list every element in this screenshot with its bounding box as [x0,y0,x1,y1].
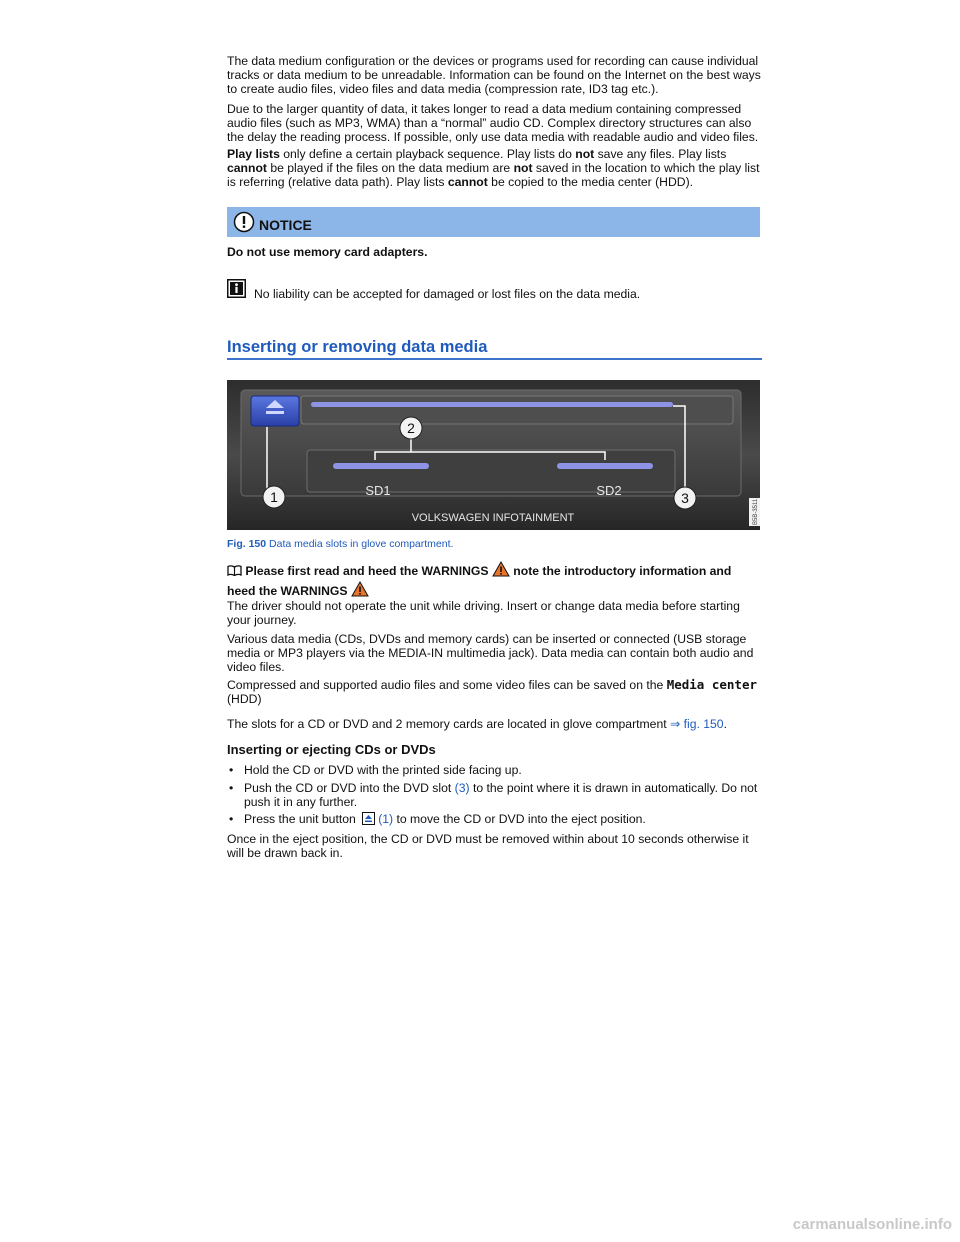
intro-paragraph-2: Due to the larger quantity of data, it takes longer to read a data medium containing compressed audio files (such as MP3, WMA) than a “normal” audio CD. Complex directory structures can also the delay the reading process. If possible, only use data media with readable audio and video files. [227,102,759,144]
text-run: save any files. Play lists [594,147,727,161]
dvd-slot [311,402,673,407]
closing-paragraph: Once in the eject position, the CD or DVD must be removed within about 10 seconds otherwise it will be drawn back in. [227,832,749,860]
bullet-dot: • [229,763,234,777]
text-run: Press the unit button [244,812,360,826]
body-paragraph-2: Various data media (CDs, DVDs and memory cards) can be inserted or connected (USB storage media or MP3 players via the MEDIA-IN multimedia jack). Data media can contain both audio and video files. [227,632,754,674]
callout-reference: (3) [454,781,470,795]
text-run: be played if the files on the data medium are [266,161,514,175]
emphasis-cannot: cannot [227,161,267,175]
info-note-text: No liability can be accepted for damaged or lost files on the data media. [254,287,641,301]
figure-caption-text: Data media slots in glove compartment. [266,538,454,550]
data-media-slots-figure [227,380,760,530]
figure-link[interactable]: ⇒ fig. 150 [670,717,724,731]
section-heading: Inserting or removing data media [227,337,762,360]
body-paragraph-3 [227,678,762,706]
body-paragraph-1: The driver should not operate the unit while driving. Insert or change data media before starting your journey. [227,599,740,627]
callout-label-3: 3 [681,490,689,506]
text-run: to move the CD or DVD into the eject position. [393,812,646,826]
text-run: (HDD) [227,692,262,706]
text-run: be copied to the media center (HDD). [487,175,694,189]
list-item-text: Hold the CD or DVD with the printed side facing up. [244,763,522,777]
intro-paragraph-1: The data medium configuration or the devices or programs used for recording can cause individual tracks or data medium to be unreadable. Information can be found on the Internet on the best ways to create audio files, video files and data media (compression rate, ID3 tag etc.). [227,54,761,96]
notice-title: NOTICE [259,217,312,233]
warning-triangle-icon [351,581,369,597]
callout-label-1: 1 [270,489,278,505]
notice-bar [227,207,760,237]
figure-caption [227,537,453,551]
list-item-text [244,781,762,809]
text-run: Push the CD or DVD into the DVD slot [244,781,455,795]
intro-paragraph-playlists [227,147,762,189]
body-paragraph-4 [227,717,762,731]
brand-label: VOLKSWAGEN INFOTAINMENT [411,512,575,524]
text-run: saved in the location to which the play list is referring (relative data path). Play lists [227,161,760,189]
callout-label-2: 2 [407,420,415,436]
emphasis-cannot: cannot [447,175,488,189]
figure-code: B5B-3511 [753,498,759,525]
sd2-label: SD2 [596,483,622,498]
exclamation-icon [233,211,255,233]
text-run: to the point where it is drawn in automatically. Do not push it in any further. [244,781,758,809]
dvd-slot-bezel [301,396,733,424]
bullet-dot: • [229,781,234,795]
term-play-lists: Play lists [227,147,280,161]
warnings-instruction [227,561,762,601]
book-icon [227,565,242,576]
figure-number: Fig. 150 [227,538,267,550]
text-run: . [723,717,727,731]
sd2-slot [557,463,653,469]
warning-triangle-icon [492,561,510,577]
callout-reference: (1) [378,812,394,826]
sd1-label: SD1 [365,483,391,498]
warnings-text-b: note the introductory information and heed the WARNINGS [227,564,732,598]
warnings-text-a: Please first read and heed the WARNINGS [245,564,492,578]
emphasis-not: not [513,161,533,175]
list-item-text [244,812,762,826]
emphasis-not: not [575,147,595,161]
text-run: The slots for a CD or DVD and 2 memory cards are located in glove compartment [227,717,670,731]
media-center-term: Media center [666,677,758,692]
eject-button-icon [362,812,375,825]
subheading: Inserting or ejecting CDs or DVDs [227,742,436,757]
text-run: Compressed and supported audio files and some video files can be saved on the [227,678,667,692]
site-watermark: carmanualsonline.info [792,1216,952,1233]
sd1-slot [333,463,429,469]
notice-text: Do not use memory card adapters. [227,245,428,259]
info-icon [227,279,246,298]
text-run: only define a certain playback sequence. Play lists do [279,147,576,161]
bullet-dot: • [229,812,234,826]
